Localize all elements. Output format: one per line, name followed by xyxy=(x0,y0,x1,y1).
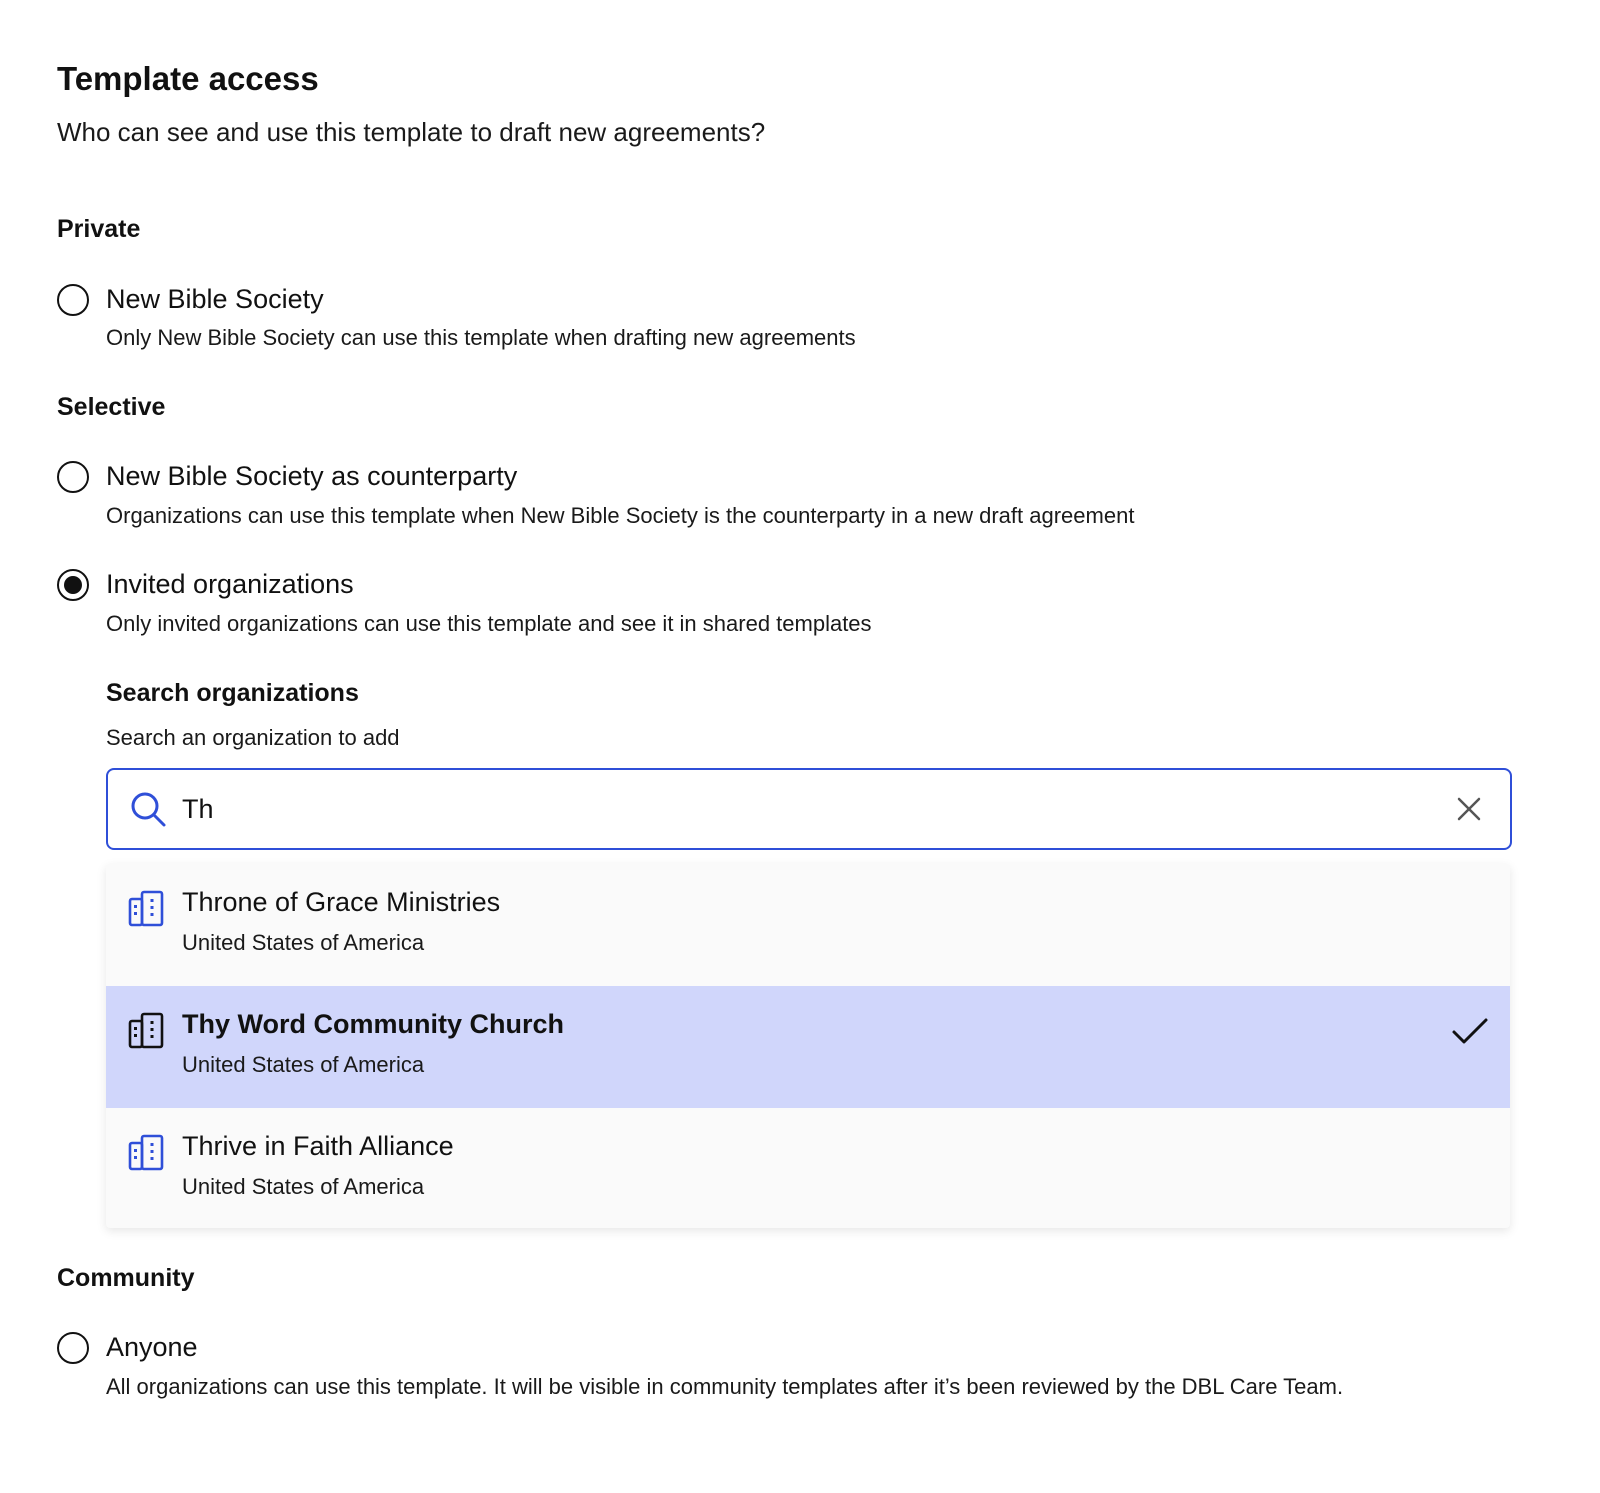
section-heading-community: Community xyxy=(57,1264,195,1292)
building-icon xyxy=(128,1134,166,1172)
checkmark-icon xyxy=(1450,1011,1490,1051)
radio-invited-organizations[interactable] xyxy=(57,569,89,601)
close-icon[interactable] xyxy=(1454,794,1484,824)
page-title: Template access xyxy=(57,60,319,97)
search-helper-text: Search an organization to add xyxy=(106,725,400,750)
radio-anyone[interactable] xyxy=(57,1332,89,1364)
option-label-anyone[interactable]: Anyone xyxy=(106,1332,198,1362)
search-icon xyxy=(128,789,168,829)
result-name: Throne of Grace Ministries xyxy=(182,887,501,917)
result-country: United States of America xyxy=(182,930,425,955)
result-item-throne-of-grace[interactable] xyxy=(106,864,1510,986)
section-heading-private: Private xyxy=(57,215,141,243)
radio-counterparty[interactable] xyxy=(57,461,89,493)
page-subtitle: Who can see and use this template to draft new agreements? xyxy=(57,117,766,147)
search-box[interactable] xyxy=(106,768,1512,850)
option-description-counterparty: Organizations can use this template when New Bible Society is the counterparty in a new draft agreement xyxy=(106,503,1135,528)
option-label-invited-organizations[interactable]: Invited organizations xyxy=(106,569,354,599)
result-country: United States of America xyxy=(182,1174,425,1199)
result-country: United States of America xyxy=(182,1052,425,1077)
radio-new-bible-society[interactable] xyxy=(57,284,89,316)
option-description-anyone: All organizations can use this template. It will be visible in community templates after it’s been reviewed by the DBL Care Team. xyxy=(106,1374,1344,1399)
result-item-thrive-in-faith[interactable] xyxy=(106,1108,1510,1228)
building-icon xyxy=(128,1012,166,1050)
option-label-counterparty[interactable]: New Bible Society as counterparty xyxy=(106,461,518,491)
option-description-new-bible-society: Only New Bible Society can use this template when drafting new agreements xyxy=(106,325,856,350)
result-name: Thy Word Community Church xyxy=(182,1009,564,1039)
search-input[interactable] xyxy=(182,784,1382,834)
search-results-dropdown xyxy=(106,864,1510,1228)
building-icon xyxy=(128,890,166,928)
option-description-invited-organizations: Only invited organizations can use this template and see it in shared templates xyxy=(106,611,872,636)
section-heading-selective: Selective xyxy=(57,393,166,421)
result-item-thy-word[interactable] xyxy=(106,986,1510,1108)
search-organizations-heading: Search organizations xyxy=(106,679,359,707)
option-label-new-bible-society[interactable]: New Bible Society xyxy=(106,284,324,314)
result-name: Thrive in Faith Alliance xyxy=(182,1131,454,1161)
